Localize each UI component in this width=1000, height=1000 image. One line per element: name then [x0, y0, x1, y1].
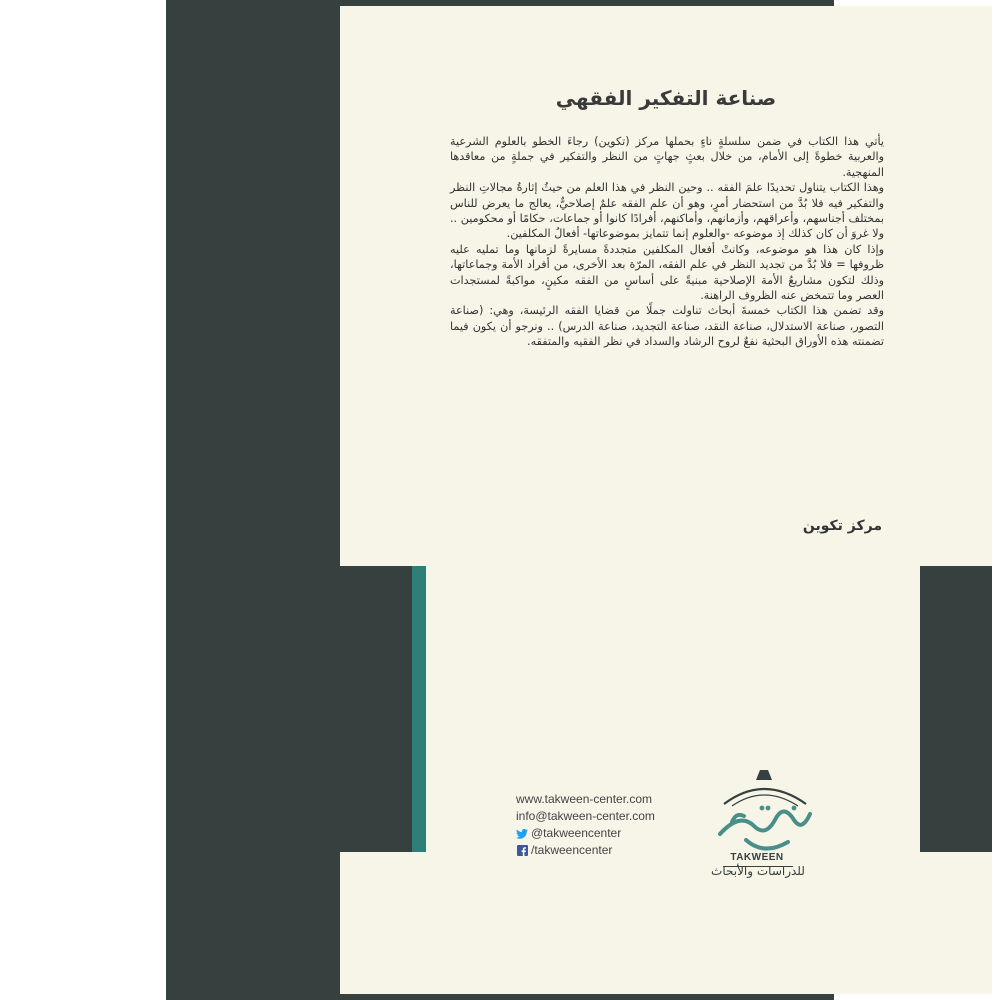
logo-calligraphy [720, 811, 810, 848]
logo-dot [792, 806, 797, 811]
logo-dot [766, 806, 771, 811]
website-row [516, 791, 655, 808]
logo-arch-inner [732, 795, 798, 806]
facebook-row [516, 842, 655, 859]
logo-roof [756, 770, 772, 780]
signature: مركز تكوين [802, 518, 882, 534]
blurb-paragraph: وقد تضمن هذا الكتاب خمسةَ أبحاث تناولت جملًا من قضايا الفقه الرئيسة، وهي: (صناعة التصور، صناعة الاستدلال، صناعة النقد، صناعة التجديد، صناعة الدرس) .. ونرجو أن يكون فيما تضمنته هذه الأوراق البحثية نفعٌ لروح الرشاد والسداد في نظر الفقيه والمتفقه. [450, 304, 884, 349]
left-dark-band [340, 566, 412, 852]
facebook-handle[interactable]: /takweencenter [531, 843, 613, 857]
left-teal-stripe [412, 566, 426, 852]
website-link[interactable]: www.takween-center.com [516, 792, 653, 806]
book-title: صناعة التفكير الفقهي [555, 86, 777, 110]
blurb-paragraph: وهذا الكتاب يتناول تحديدًا علمَ الفقه .. وحين النظر في هذا العلم من حيثُ إثارةُ مجالاتِ النظر والتفكير فيه فلا بُدَّ من استحضار أمرٍ، وهو أن علم الفقه علمٌ إصلاحيٌّ، يعالج ما يعرض للناس بمختلف أجناسهم، وأعراقهم، وأزمانهم، وأماكنهم، أفرادًا كانوا أو جماعات، حكامًا أو محكومين .. ولا غروَ أن كان كذلك إذ موضوعه -والعلوم إنما تتمايز بموضوعاتها- أفعالُ المكلفين. [450, 181, 884, 241]
contact-info [516, 791, 655, 859]
twitter-row [516, 825, 655, 842]
email-row [516, 808, 655, 825]
blurb-paragraph: يأتي هذا الكتاب في ضمن سلسلةٍ ناءٍ بحملها مركز (تكوين) رجاءَ الخطو بالعلوم الشرعية والعربية خطوةً إلى الأمام، من خلال بعثٍ جهاتٍ من النظر والتفكير في جملةٍ من معاقدها المنهجية. [450, 135, 884, 179]
twitter-icon [516, 828, 528, 840]
facebook-icon [516, 845, 528, 857]
logo-english-name: TAKWEEN [730, 852, 784, 863]
book-cover [166, 0, 884, 1000]
logo-subtitle: للدراسات والأبحاث [711, 864, 805, 878]
back-cover-page [340, 6, 992, 994]
twitter-handle[interactable]: @takweencenter [531, 826, 622, 840]
blurb-paragraph: وإذا كان هذا هو موضوعه، وكانتْ أفعال المكلفين متجددةً مسايرةً لزمانها وما تمليه عليه ظروفها = فلا بُدَّ من تجديد النظر في علم الفقه، المرّة بعد الأخرى، من أفراد الأمة وجماعاتها، وذلك لتكون مشاريعُ الأمة الإصلاحية مبنيةً على أساسٍ من الفقه مكينٍ، مواكبةً لمستجدات العصر وما تتمخض عنه الظروف الراهنة. [450, 242, 884, 303]
right-dark-band [920, 566, 992, 852]
blurb-text [450, 134, 884, 350]
logo-arch [724, 789, 806, 804]
email-link[interactable]: info@takween-center.com [516, 809, 655, 823]
logo-dot [760, 806, 765, 811]
